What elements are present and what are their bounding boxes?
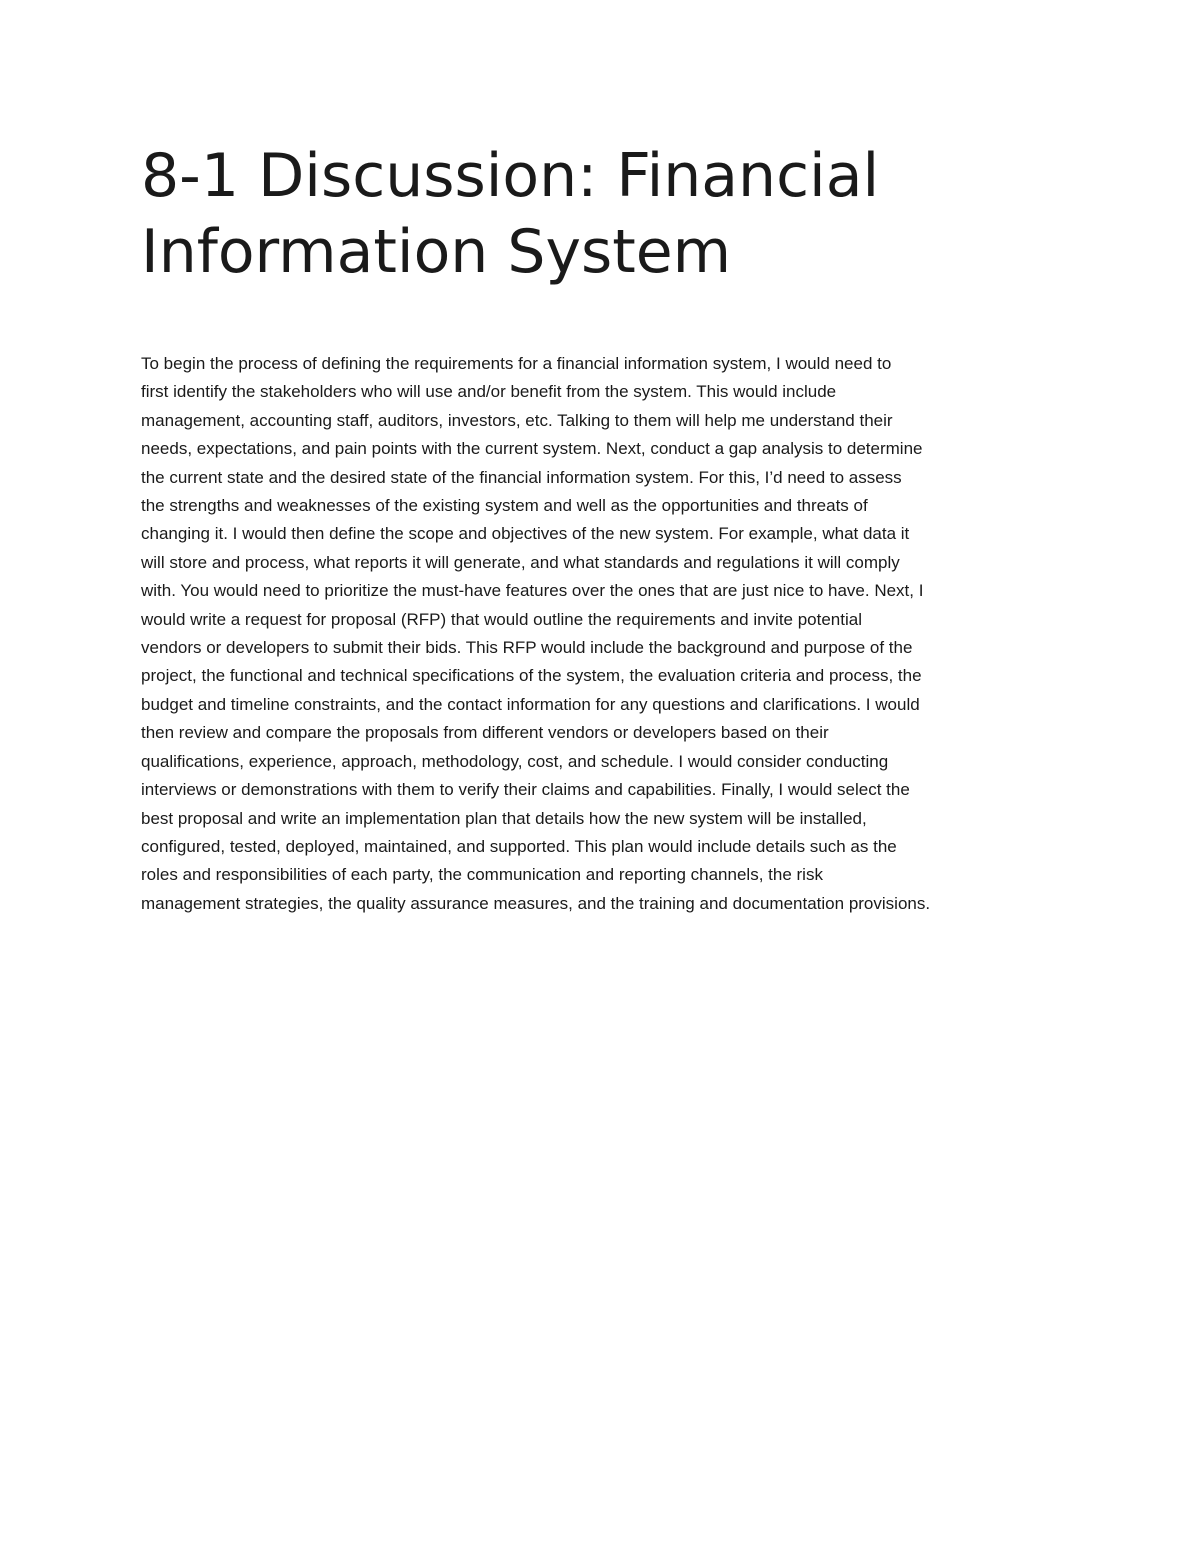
- text-line: project, the functional and technical specifications of the system, the evaluation criteria and process, the: [141, 666, 922, 686]
- title-line: 8-1 Discussion: Financial: [141, 141, 880, 211]
- text-line: roles and responsibilities of each party, the communication and reporting channels, the risk: [141, 865, 823, 885]
- text-line: To begin the process of defining the requirements for a financial information system, I would need to: [141, 354, 892, 373]
- text-line: best proposal and write an implementation plan that details how the new system will be installed,: [141, 808, 867, 828]
- text-line: with. You would need to prioritize the must-have features over the ones that are just nice to have. Next, I: [141, 581, 924, 601]
- text-line: will store and process, what reports it will generate, and what standards and regulations it will comply: [141, 552, 900, 572]
- text-line: configured, tested, deployed, maintained, and supported. This plan would include details such as the: [141, 836, 897, 856]
- text-line: management, accounting staff, auditors, investors, etc. Talking to them will help me understand their: [141, 410, 893, 430]
- text-line: would write a request for proposal (RFP) that would outline the requirements and invite potential: [141, 609, 862, 629]
- body-paragraph: [141, 350, 1071, 918]
- text-line: the current state and the desired state of the financial information system. For this, I’d need to assess: [141, 467, 902, 487]
- text-line: changing it. I would then define the scope and objectives of the new system. For example, what data it: [141, 524, 910, 544]
- text-line: vendors or developers to submit their bids. This RFP would include the background and purpose of the: [141, 638, 913, 658]
- text-line: the strengths and weaknesses of the existing system and well as the opportunities and threats of: [141, 496, 868, 516]
- text-line: qualifications, experience, approach, methodology, cost, and schedule. I would consider conducting: [141, 751, 889, 771]
- text-line: interviews or demonstrations with them to verify their claims and capabilities. Finally, I would select the: [141, 780, 910, 800]
- text-line: needs, expectations, and pain points with the current system. Next, conduct a gap analysis to determine: [141, 439, 923, 459]
- document-title: [141, 138, 1081, 290]
- text-line: budget and timeline constraints, and the contact information for any questions and clarifications. I would: [141, 694, 920, 714]
- text-line: then review and compare the proposals from different vendors or developers based on their: [141, 723, 829, 743]
- title-line: Information System: [141, 217, 732, 287]
- text-line: management strategies, the quality assurance measures, and the training and documentation provisions.: [141, 893, 931, 913]
- text-line: first identify the stakeholders who will use and/or benefit from the system. This would include: [141, 382, 837, 402]
